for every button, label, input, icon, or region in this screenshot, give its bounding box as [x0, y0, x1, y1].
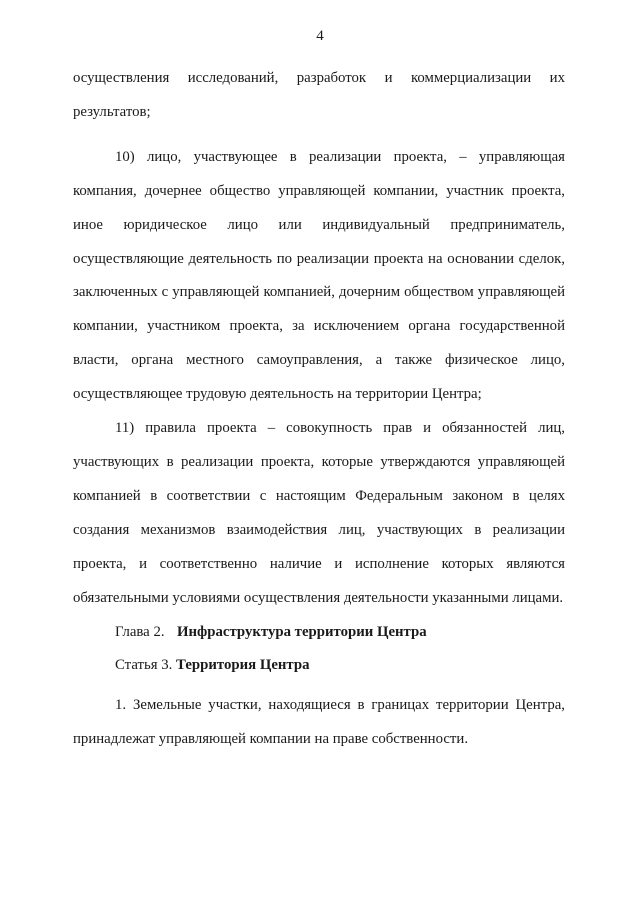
paragraph-continuation: осуществления исследований, разработок и коммерциализации их результатов; [73, 70, 565, 120]
paragraph-item-10: 10) лицо, участвующее в реализации проекта, – управляющая компания, дочернее общество управляющей компании, участник проекта, иное юридическое лицо или индивидуальный предприниматель, осуществляющие деятельность по реализации проекта на основании сделок, заключенных с управляющей компанией, дочерним обществом управляющей компании, участником проекта, за исключением органа государственной власти, органа местного самоуправления, а также физическое лицо, осуществляющее трудовую деятельность на территории Центра; [73, 148, 565, 403]
article-title: Территория Центра [176, 657, 310, 674]
article-paragraph-1: 1. Земельные участки, находящиеся в границах территории Центра, принадлежат управляющей компании на праве собственности. [73, 697, 565, 748]
document-body [73, 62, 565, 757]
paragraph-item-11: 11) правила проекта – совокупность прав и обязанностей лиц, участвующих в реализации проекта, которые утверждаются управляющей компанией в соответствии с настоящим Федеральным законом в целях создания механизмов взаимодействия лиц, участвующих в реализации проекта, и соответственно наличие и исполнение которых являются обязательными условиями осуществления деятельности указанными лицами. [73, 420, 565, 606]
chapter-title: Инфраструктура территории Центра [177, 623, 427, 640]
chapter-heading [73, 616, 565, 650]
page-number: 4 [316, 28, 324, 44]
chapter-label: Глава 2. [115, 623, 165, 640]
article-heading [73, 649, 565, 683]
article-label: Статья 3. [115, 657, 173, 674]
